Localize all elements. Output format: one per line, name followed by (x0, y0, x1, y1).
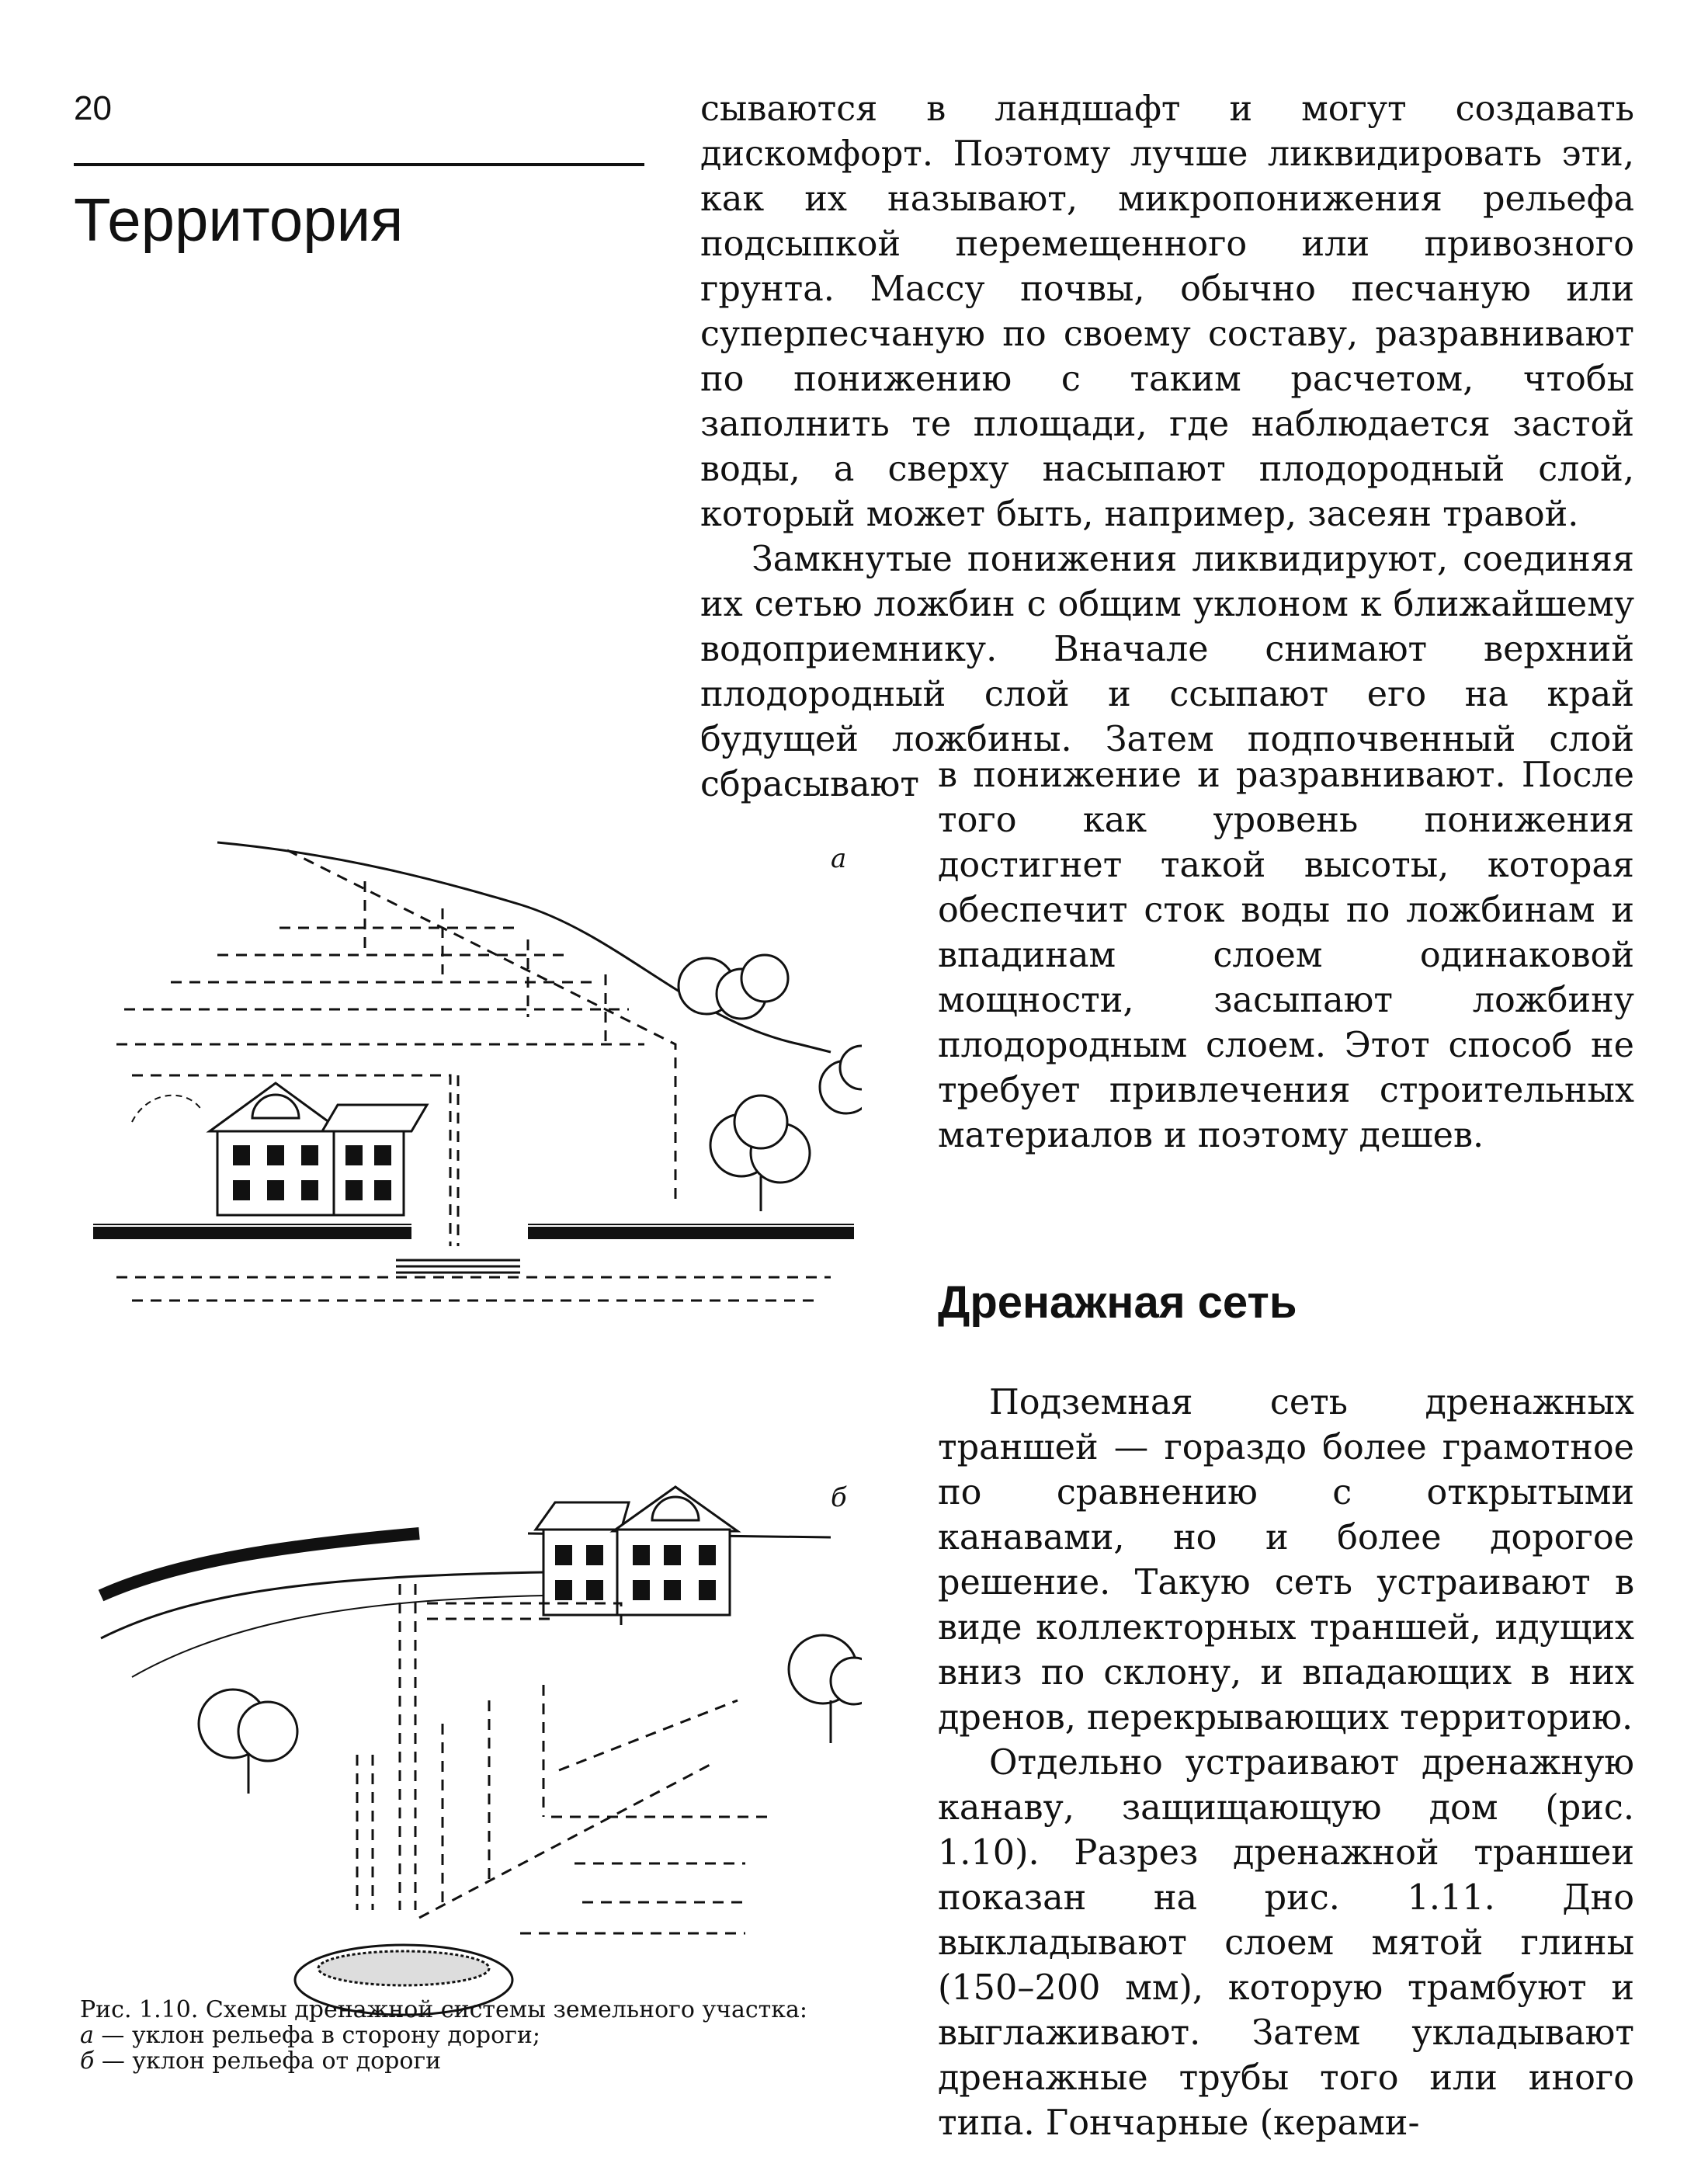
upper-text-block (700, 87, 1634, 807)
header-rule (74, 163, 644, 166)
shrub-outline-a (132, 1096, 202, 1122)
road-a (93, 1224, 854, 1273)
caption-b-letter: б (80, 2047, 95, 2075)
paragraph-1: сываются в ландшафт и могут создавать дискомфорт. Поэтому лучше ликвидировать эти, как их называют, микропонижения рельефа подсыпкой перемещенного или привозного грунта. Массу почвы, обычно песчаную или суперпесчаную по своему составу, разравнивают по понижению с таким расчетом, чтобы заполнить те площади, где наблюдается застой воды, а сверху насыпают плодородный слой, который может быть, например, засеян травой. (700, 89, 1634, 534)
terrain-slope-line (217, 842, 831, 1052)
drainage-heading: Дренажная сеть (938, 1277, 1297, 1328)
figure-a-label: а (831, 843, 847, 874)
figure-a-drawing (85, 819, 862, 1332)
paragraph-2: Замкнутые понижения ликвидируют, соединяя их сетью ложбин с общим уклоном к ближайшему водоприемнику. Вначале снимают верхний плодородный слой и ссыпают его на край будущей ложбины. Затем подпочвенный слой сбрасывают (700, 540, 1634, 804)
caption-item-a (80, 2023, 903, 2048)
paragraph-5: Отдельно устраивают дренажную канаву, защищающую дом (рис. 1.10). Разрез дренажной траншеи показан на рис. 1.11. Дно выкладывают слоем мятой глины (150–200 мм), которую трамбуют и выглаживают. Затем укладывают дренажные трубы того или иного типа. Гончарные (керами- (938, 1743, 1634, 2143)
caption-b-text: — уклон рельефа от дороги (94, 2047, 442, 2075)
section-title: Территория (74, 186, 404, 254)
caption-title: Рис. 1.10. Схемы дренажной системы земельного участка: (80, 1996, 807, 2023)
page-number: 20 (74, 89, 112, 127)
drainage-lines-b (357, 1584, 769, 1933)
paragraph-4: Подземная сеть дренажных траншей — гораздо более грамотное по сравнению с открытыми канавами, но и более дорогое решение. Такую сеть устраивают в виде коллекторных траншей, идущих вниз по склону, и впадающих в них дренов, перекрывающих территорию. (938, 1383, 1634, 1738)
figure-b-label: б (831, 1482, 847, 1513)
figure-b-drawing (85, 1444, 862, 2050)
drainage-text-block (938, 1380, 1634, 2146)
figure-caption (80, 1997, 903, 2074)
caption-a-text: — уклон рельефа в сторону дороги; (93, 2022, 540, 2049)
trees-b (199, 1635, 862, 1794)
caption-a-letter: а (80, 2022, 94, 2049)
house-a (210, 1083, 427, 1215)
caption-item-b (80, 2048, 903, 2074)
narrow-text-block (938, 753, 1634, 1158)
paragraph-3: в понижение и разравнивают. После того как уровень понижения достигнет такой высоты, которая обеспечит сток воды по ложбинам и впадинам слоем одинаковой мощности, засыпают ложбину плодородным слоем. Этот способ не требует привлечения строительных материалов и поэтому дешев. (938, 755, 1634, 1155)
house-b (536, 1487, 738, 1615)
trees-a (679, 955, 862, 1211)
